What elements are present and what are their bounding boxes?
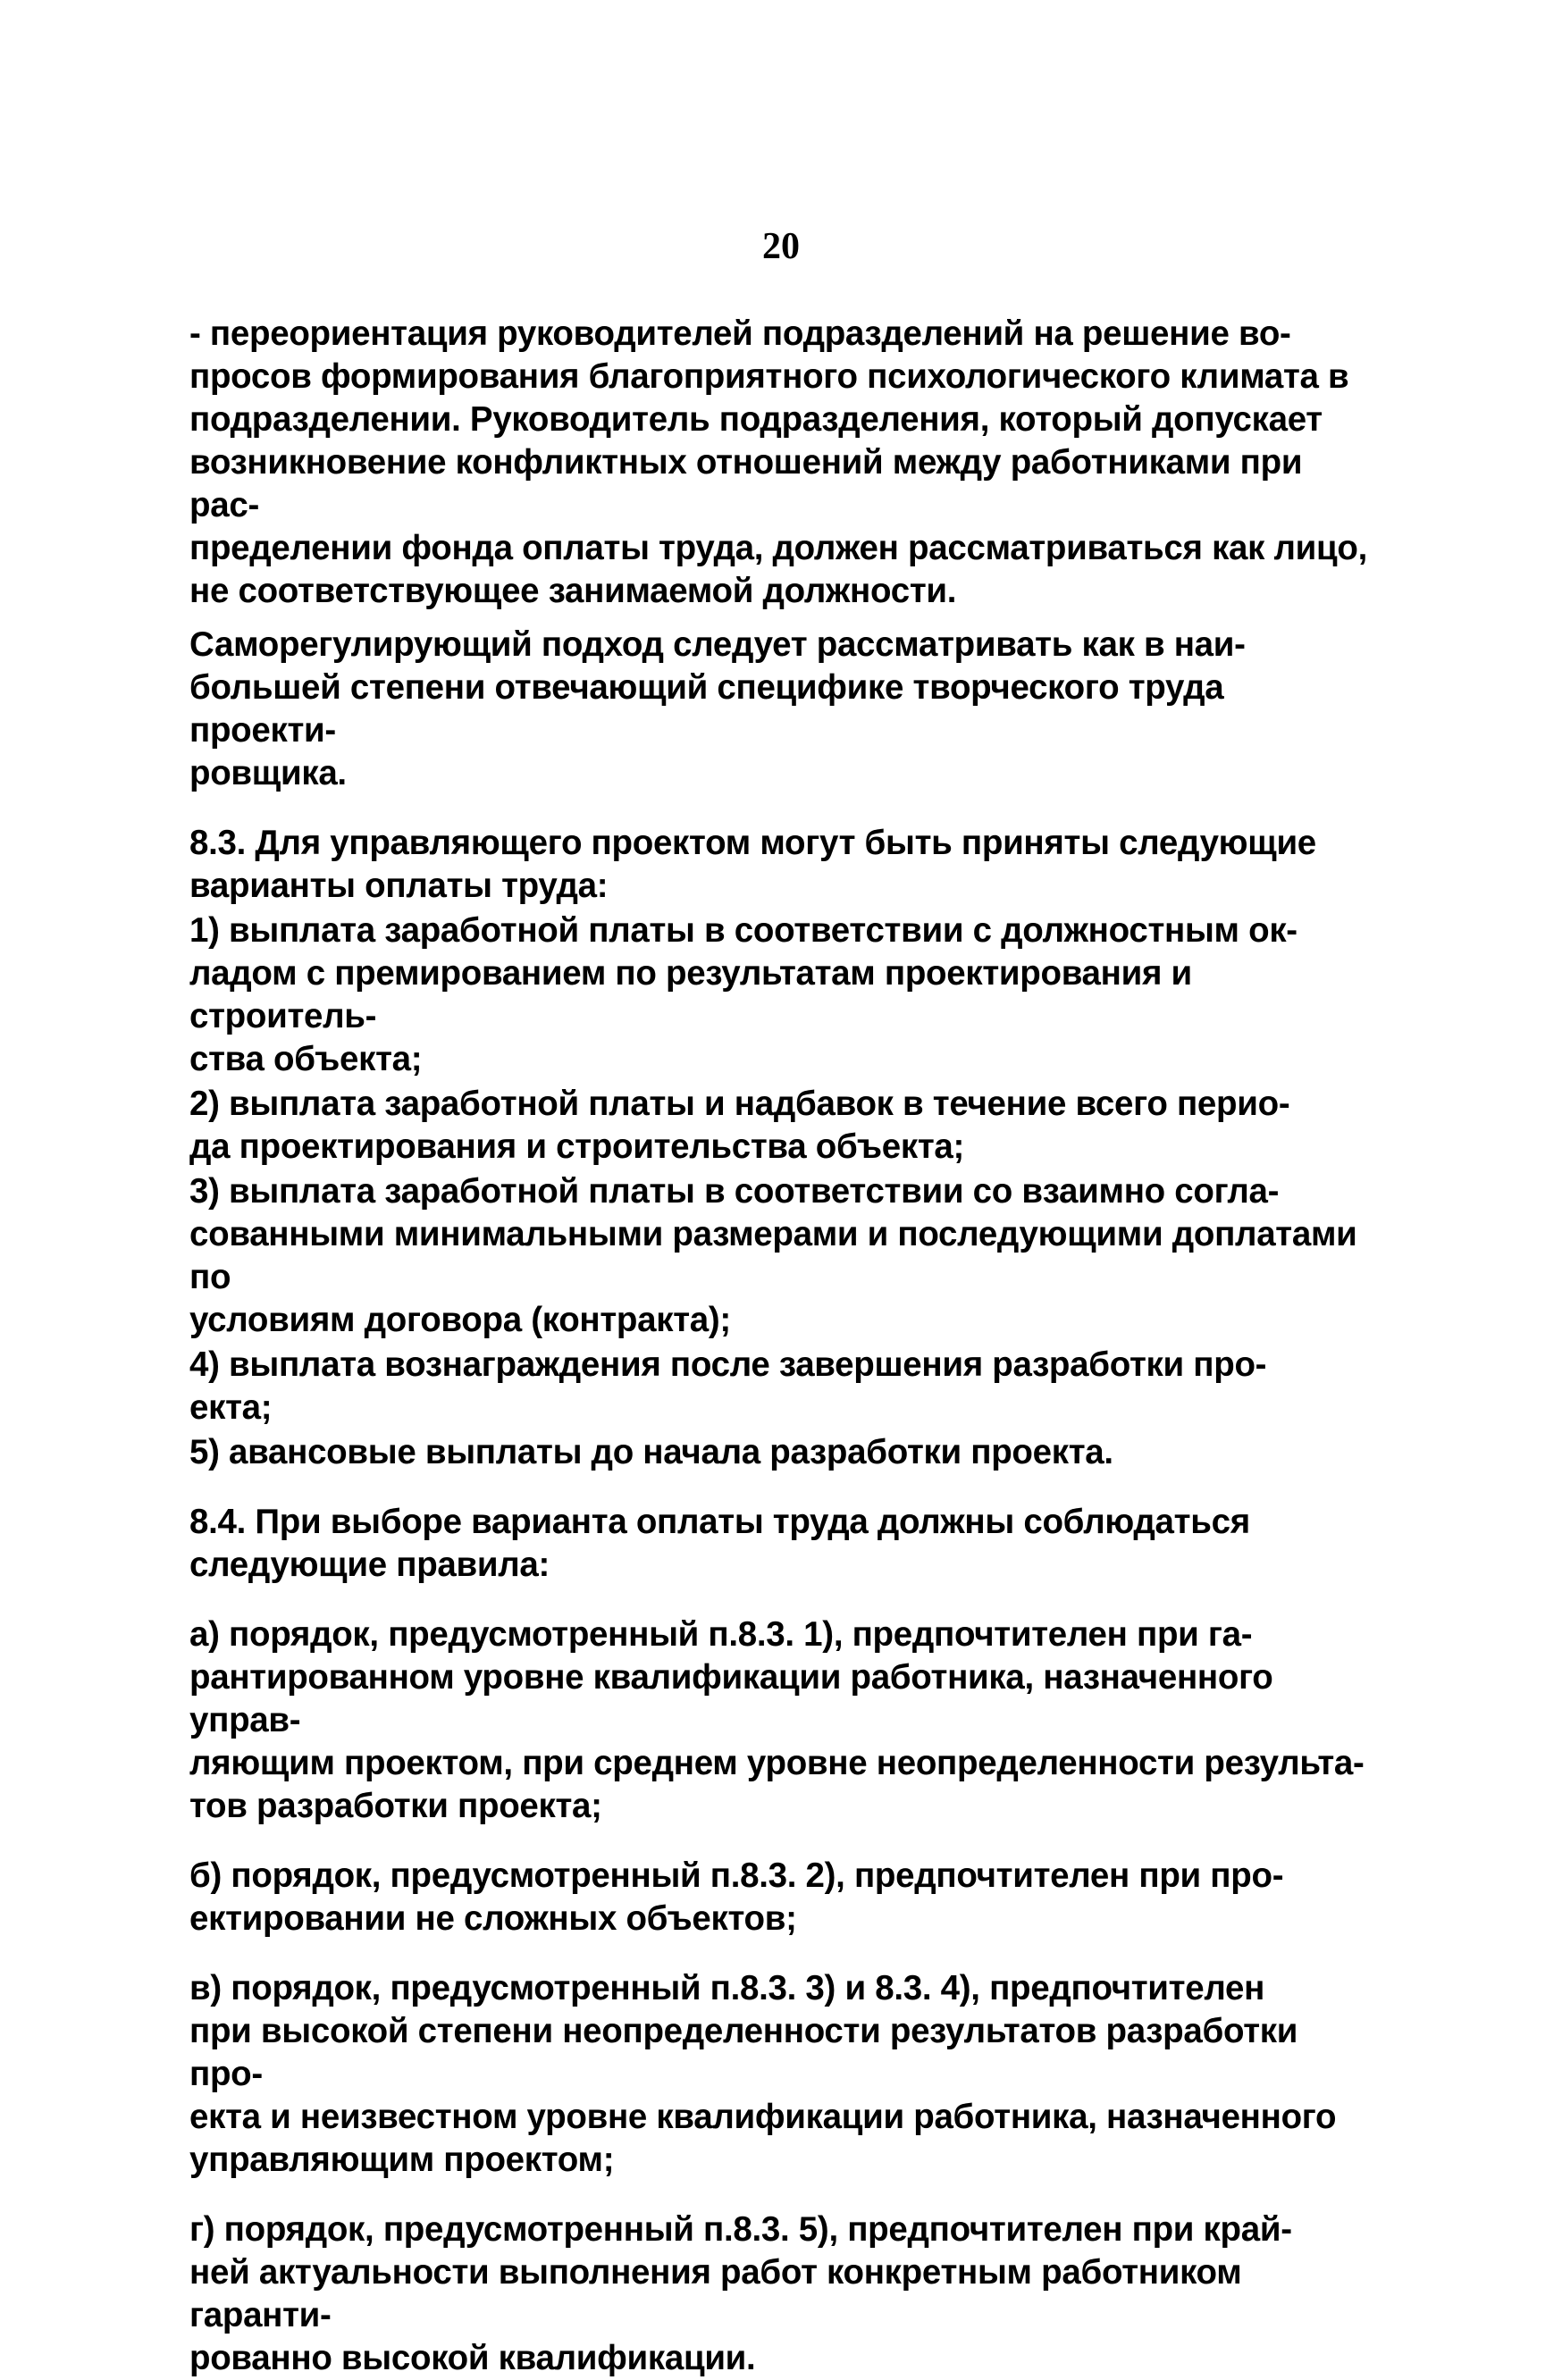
list-item-8-3-3: 3) выплата заработной платы в соответствии со взаимно согла- сованными минимальными размерами и последующими доплатами по условиям договора (контракта); (189, 1172, 1357, 1339)
paragraph-self-regulating: Саморегулирующий подход следует рассматривать как в наи- большей степени отвечающий специфике творческого труда проекти- ровщика. (189, 625, 1246, 792)
rule-b: б) порядок, предусмотренный п.8.3. 2), предпочтителен при про- ектировании не сложных объектов; (189, 1856, 1284, 1938)
list-item-8-3-4: 4) выплата вознаграждения после завершения разработки про- екта; (189, 1345, 1267, 1427)
rule-v: в) порядок, предусмотренный п.8.3. 3) и 8.3. 4), предпочтителен при высокой степени неопределенности результатов разработки про- екта и неизвестном уровне квалификации работника, назначенного управляющим проектом; (189, 1969, 1337, 2179)
paragraph-8-4: 8.4. При выборе варианта оплаты труда должны соблюдаться следующие правила: (189, 1503, 1250, 1584)
paragraph-reorientation: - переориентация руководителей подразделений на решение во- просов формирования благоприятного психологического климата в подразделении. Руководитель подразделения, который допускает возникновение конфликтных отношений между работниками при рас- пределении фонда оплаты труда, должен рассматриваться как лицо, не соответствующее занимаемой должности. (189, 314, 1368, 610)
list-item-8-3-5: 5) авансовые выплаты до начала разработки проекта. (189, 1433, 1113, 1471)
rule-a: а) порядок, предусмотренный п.8.3. 1), предпочтителен при га- рантированном уровне квалификации работника, назначенного управ- ляющим проектом, при среднем уровне неопределенности результа- тов разработки проекта; (189, 1615, 1365, 1825)
paragraph-8-3: 8.3. Для управляющего проектом могут быть приняты следующие варианты оплаты труда: (189, 824, 1316, 905)
list-item-8-3-1: 1) выплата заработной платы в соответствии с должностным ок- ладом с премированием по результатам проектирования и строитель- ства объекта; (189, 911, 1297, 1078)
document-body (189, 313, 1378, 2380)
list-item-8-3-2: 2) выплата заработной платы и надбавок в течение всего перио- да проектирования и строительства объекта; (189, 1085, 1290, 1166)
rule-g: г) порядок, предусмотренный п.8.3. 5), предпочтителен при край- ней актуальности выполнения работ конкретным работником гаранти- рованно высокой квалификации. (189, 2210, 1292, 2377)
page-number: 20 (762, 226, 800, 267)
